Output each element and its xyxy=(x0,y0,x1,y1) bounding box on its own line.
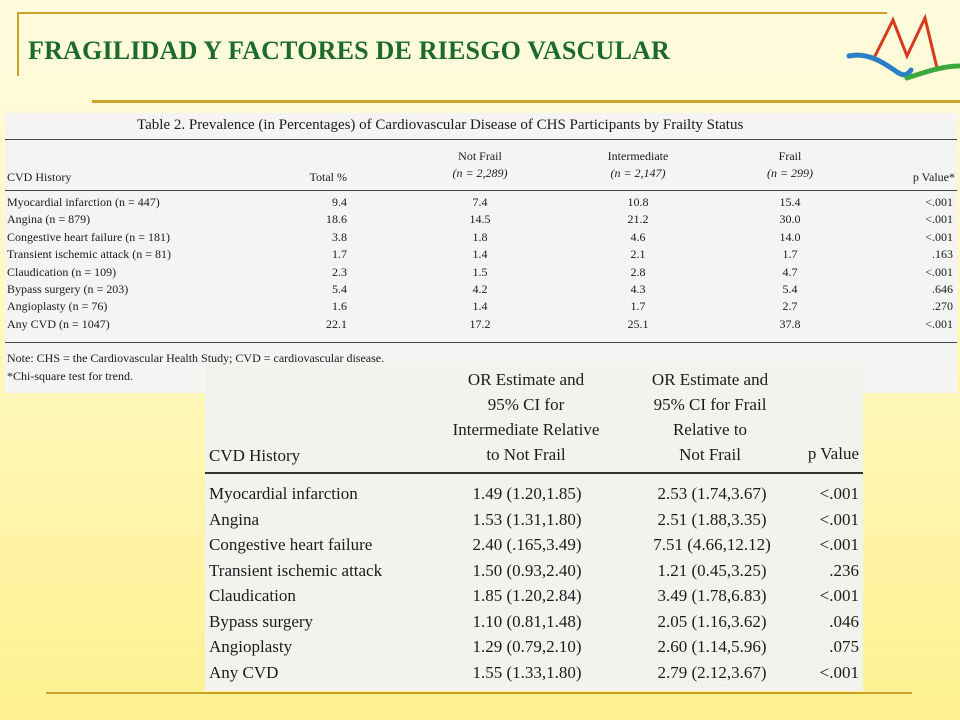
frame-left-border xyxy=(17,12,19,76)
cell-history: Transient ischemic attack (n = 81) xyxy=(7,247,171,262)
cell-history: Angina xyxy=(209,509,260,529)
cell-intermediate: 25.1 xyxy=(627,316,649,331)
cell-history: Congestive heart failure xyxy=(209,535,373,554)
cell-pvalue: .075 xyxy=(829,637,859,656)
cell-history: Any CVD xyxy=(209,662,279,682)
cell-history: Angioplasty (n = 76) xyxy=(7,299,108,314)
frame-top-border xyxy=(17,12,887,14)
table2-header-rule xyxy=(205,472,863,474)
table1-header-frail: Frail (n = 299) xyxy=(766,149,814,180)
cell-frail: 1.7 xyxy=(782,247,798,262)
odds-ratio-table-image xyxy=(205,365,863,691)
table2-row xyxy=(205,481,863,507)
cell-frail: 4.7 xyxy=(782,264,798,279)
cell-pvalue: <.001 xyxy=(819,586,859,605)
cell-not-frail: 17.2 xyxy=(469,316,491,331)
cell-history: Angioplasty xyxy=(209,637,293,656)
cell-not-frail: 14.5 xyxy=(469,212,491,227)
table2-row xyxy=(205,609,863,635)
cell-intermediate: 2.1 xyxy=(630,247,646,262)
cell-not-frail: 1.8 xyxy=(472,229,488,244)
table2-header-history: CVD History xyxy=(209,446,301,465)
cell-pvalue: .046 xyxy=(829,611,859,631)
table1-row xyxy=(5,247,957,264)
table2-header-or-frail: OR Estimate and 95% CI for Frail Relative to Not Frail xyxy=(651,370,769,464)
table2-row xyxy=(205,507,863,533)
cell-or-frail: 2.51 (1.88,3.35) xyxy=(657,509,767,529)
cell-or-frail: 2.05 (1.16,3.62) xyxy=(657,611,767,631)
cell-intermediate: 21.2 xyxy=(627,212,649,227)
table1-row xyxy=(5,195,957,212)
cell-not-frail: 1.5 xyxy=(472,264,488,279)
table1-header-rule xyxy=(5,190,957,191)
cell-pvalue: <.001 xyxy=(925,229,953,244)
cell-history: Any CVD (n = 1047) xyxy=(7,316,110,331)
cell-intermediate: 10.8 xyxy=(627,195,649,209)
cell-pvalue: .270 xyxy=(932,299,953,314)
cell-pvalue: <.001 xyxy=(925,195,953,209)
footer-rule xyxy=(46,692,912,694)
prevalence-table-image xyxy=(5,113,957,393)
cell-or-intermediate: 1.10 (0.81,1.48) xyxy=(472,611,582,631)
cell-total: 9.4 xyxy=(332,195,347,209)
cell-or-intermediate: 1.55 (1.33,1.80) xyxy=(472,662,582,682)
cell-pvalue: <.001 xyxy=(925,316,953,331)
cell-or-intermediate: 1.85 (1.20,2.84) xyxy=(472,586,582,605)
cell-total: 5.4 xyxy=(332,282,347,296)
table1-header-total: Total % xyxy=(309,170,347,184)
table1-row xyxy=(5,317,957,334)
table1-row xyxy=(5,212,957,229)
cell-intermediate: 4.6 xyxy=(630,229,646,244)
cell-history: Angina (n = 879) xyxy=(7,212,91,227)
cell-or-frail: 2.60 (1.14,5.96) xyxy=(657,637,767,656)
cell-history: Bypass surgery (n = 203) xyxy=(7,282,129,296)
table2-header-pvalue: p Value xyxy=(807,444,859,463)
cell-pvalue: .163 xyxy=(932,247,953,262)
cell-not-frail: 1.4 xyxy=(472,299,488,314)
table1-header-intermediate: Intermediate (n = 2,147) xyxy=(607,149,669,180)
cell-not-frail: 7.4 xyxy=(472,195,488,209)
table1-row xyxy=(5,282,957,299)
cell-pvalue: <.001 xyxy=(819,484,859,503)
cell-history: Myocardial infarction (n = 447) xyxy=(7,195,160,209)
cell-or-intermediate: 2.40 (.165,3.49) xyxy=(472,535,582,554)
table2-row xyxy=(205,660,863,686)
table1-note: Note: CHS = the Cardiovascular Health Study; CVD = cardiovascular disease. xyxy=(7,351,385,365)
cell-intermediate: 2.8 xyxy=(630,264,646,279)
table1-row xyxy=(5,265,957,282)
table2-header-or-intermediate: OR Estimate and 95% CI for Intermediate Relative to Not Frail xyxy=(452,370,600,464)
cell-history: Claudication (n = 109) xyxy=(7,264,117,279)
cell-pvalue: <.001 xyxy=(819,535,859,554)
table2-row xyxy=(205,558,863,584)
cell-or-frail: 7.51 (4.66,12.12) xyxy=(653,535,771,554)
table1-top-rule xyxy=(5,139,957,140)
cell-frail: 30.0 xyxy=(779,212,801,227)
table2-row xyxy=(205,634,863,660)
cell-frail: 5.4 xyxy=(782,282,798,296)
cell-or-intermediate: 1.53 (1.31,1.80) xyxy=(472,509,582,529)
cell-frail: 14.0 xyxy=(779,229,801,244)
logo-blue-swoosh xyxy=(849,55,911,75)
cell-total: 1.6 xyxy=(332,299,347,314)
table1-header-not-frail: Not Frail (n = 2,289) xyxy=(452,149,508,180)
cell-total: 22.1 xyxy=(326,316,347,331)
table1-caption: Table 2. Prevalence (in Percentages) of Cardiovascular Disease of CHS Participants by Frailty Status xyxy=(137,117,744,133)
cell-not-frail: 4.2 xyxy=(472,282,488,296)
cell-frail: 2.7 xyxy=(782,299,798,314)
cell-pvalue: <.001 xyxy=(819,509,859,529)
cell-total: 1.7 xyxy=(332,247,347,262)
logo-green-swoosh xyxy=(907,66,959,78)
cell-not-frail: 1.4 xyxy=(472,247,488,262)
cell-or-frail: 2.79 (2.12,3.67) xyxy=(657,662,767,682)
cell-pvalue: .646 xyxy=(932,282,953,296)
cell-history: Myocardial infarction xyxy=(209,484,358,503)
table1-header-pvalue: p Value* xyxy=(912,170,955,184)
cell-or-intermediate: 1.50 (0.93,2.40) xyxy=(472,560,582,580)
cell-frail: 37.8 xyxy=(779,316,801,331)
cell-or-frail: 2.53 (1.74,3.67) xyxy=(657,484,767,503)
slide-title: FRAGILIDAD Y FACTORES DE RIESGO VASCULAR xyxy=(28,36,670,65)
title-underline xyxy=(92,100,960,103)
cell-pvalue: .236 xyxy=(829,560,859,580)
logo-icon xyxy=(845,8,960,90)
cell-or-frail: 3.49 (1.78,6.83) xyxy=(657,586,767,605)
cell-total: 2.3 xyxy=(332,264,347,279)
cell-history: Transient ischemic attack xyxy=(209,560,383,580)
cell-pvalue: <.001 xyxy=(925,264,953,279)
cell-history: Claudication xyxy=(209,586,296,605)
cell-total: 3.8 xyxy=(332,229,347,244)
table1-header-history: CVD History xyxy=(7,170,72,184)
cell-pvalue: <.001 xyxy=(925,212,953,227)
cell-total: 18.6 xyxy=(326,212,347,227)
cell-frail: 15.4 xyxy=(779,195,801,209)
table1-footnote: *Chi-square test for trend. xyxy=(7,369,133,383)
cell-or-intermediate: 1.49 (1.20,1.85) xyxy=(472,484,582,503)
table1-row xyxy=(5,230,957,247)
cell-history: Congestive heart failure (n = 181) xyxy=(7,229,171,244)
table1-row xyxy=(5,299,957,316)
cell-or-intermediate: 1.29 (0.79,2.10) xyxy=(472,637,582,656)
cell-pvalue: <.001 xyxy=(819,662,859,682)
cell-intermediate: 4.3 xyxy=(630,282,646,296)
cell-or-frail: 1.21 (0.45,3.25) xyxy=(657,560,767,580)
table2-row xyxy=(205,583,863,609)
table2-row xyxy=(205,532,863,558)
table1-bottom-rule xyxy=(5,342,957,343)
cell-intermediate: 1.7 xyxy=(630,299,646,314)
cell-history: Bypass surgery xyxy=(209,611,314,631)
